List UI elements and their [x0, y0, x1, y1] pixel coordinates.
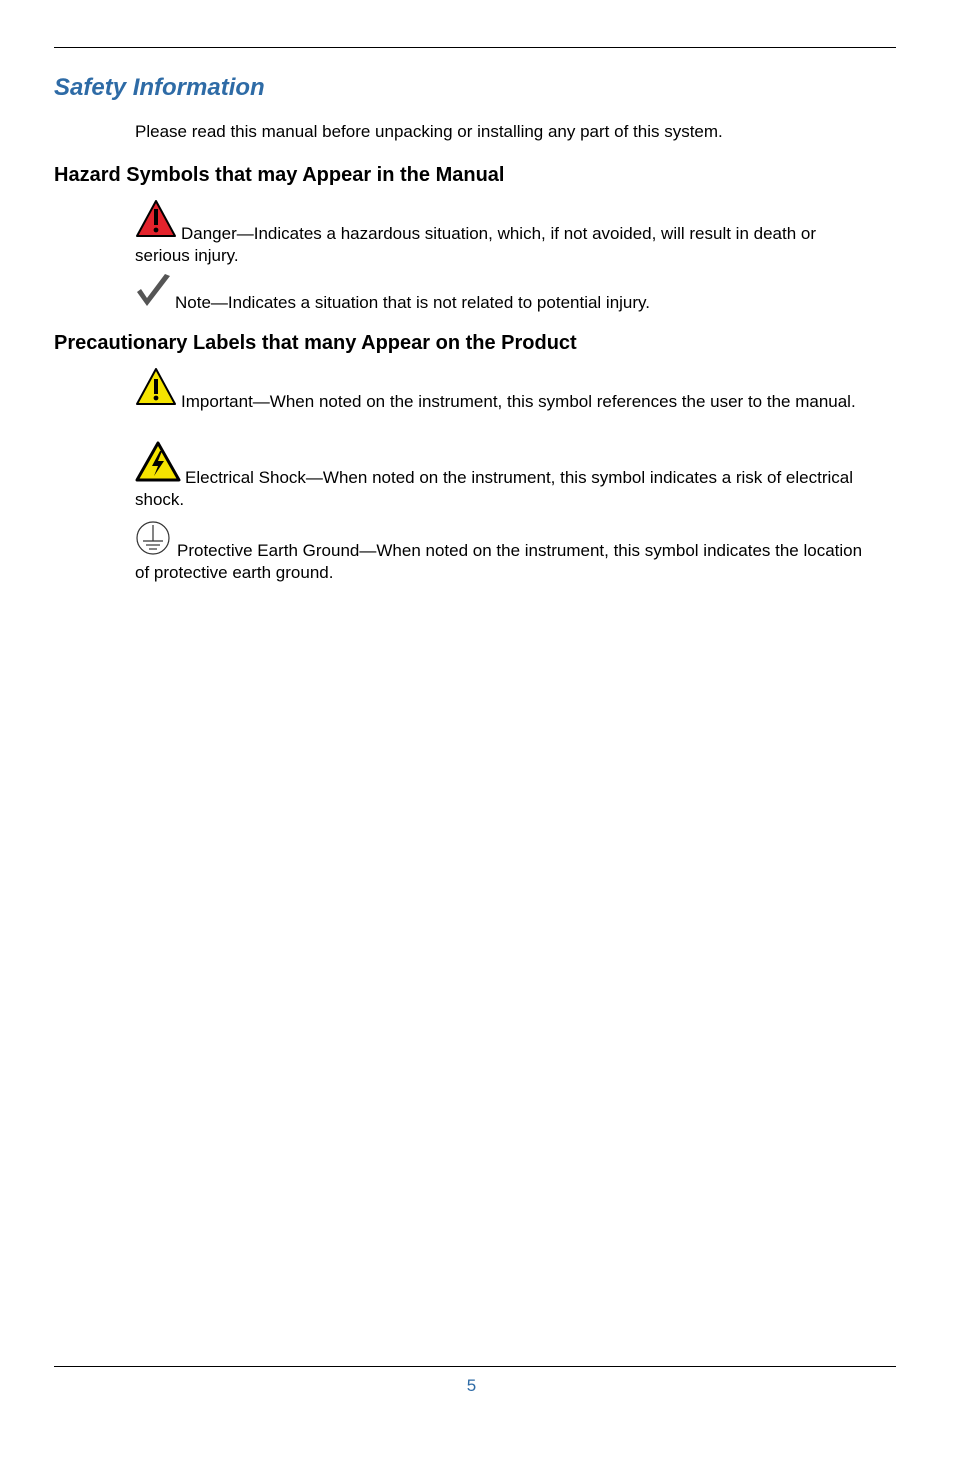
caution-icon [135, 367, 177, 407]
hazard-item-danger [135, 199, 875, 267]
electrical-shock-icon [135, 441, 181, 483]
labels-section-heading: Precautionary Labels that many Appear on the Product [54, 332, 577, 354]
checkmark-icon [135, 274, 171, 308]
hazard-section-heading: Hazard Symbols that may Appear in the Manual [54, 164, 505, 186]
footer-rule [54, 1366, 896, 1367]
danger-icon [135, 199, 177, 239]
label-item-earth-ground [135, 520, 875, 584]
label-item-text: Electrical Shock—When noted on the instrument, this symbol indicates a risk of electrical shock. [135, 468, 854, 509]
label-item-text: Protective Earth Ground—When noted on the instrument, this symbol indicates the location of protective earth ground. [135, 541, 863, 582]
hazard-item-note [135, 274, 875, 314]
page-number: 5 [466, 1376, 477, 1395]
page-title: Safety Information [54, 74, 265, 101]
label-item-text: Important—When noted on the instrument, this symbol references the user to the manual. [181, 392, 856, 411]
label-item-electrical-shock [135, 441, 875, 511]
header-rule [54, 47, 896, 48]
label-item-important [135, 367, 875, 413]
intro-text: Please read this manual before unpacking or installing any part of this system. [135, 122, 723, 141]
hazard-item-text: Note—Indicates a situation that is not related to potential injury. [175, 293, 651, 312]
hazard-item-text: Danger—Indicates a hazardous situation, which, if not avoided, will result in death or serious injury. [135, 224, 817, 265]
protective-earth-ground-icon [135, 520, 173, 556]
